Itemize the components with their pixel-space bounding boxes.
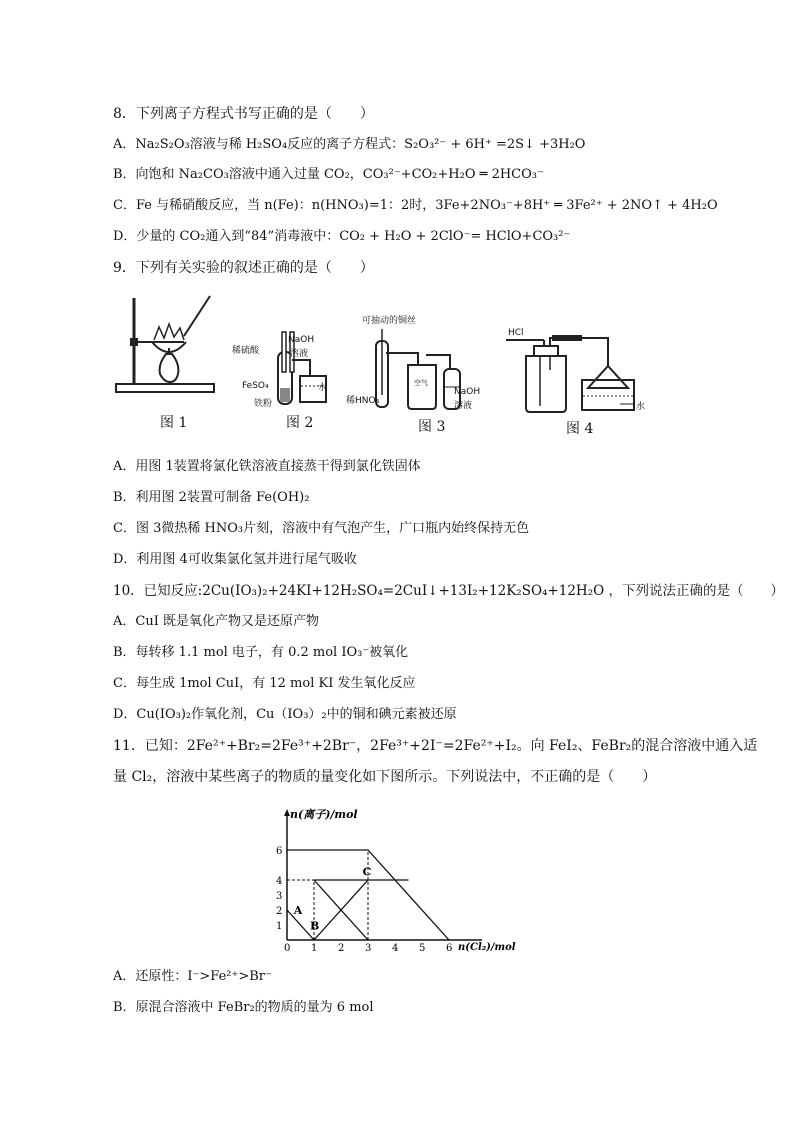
y-tick-label: 2 bbox=[276, 906, 283, 917]
x-tick-label: 6 bbox=[446, 943, 453, 954]
q8-option-a: A．Na₂S₂O₃溶液与稀 H₂SO₄反应的离子方程式：S₂O₃²⁻ + 6H⁺ =2S↓ +3H₂O bbox=[113, 137, 586, 152]
q9-option-d: D．利用图 4可收集氯化氢并进行尾气吸收 bbox=[113, 552, 357, 567]
q9-stem: 9．下列有关实验的叙述正确的是（ ） bbox=[113, 260, 374, 276]
fig3-dilute-nitric-acid-label: 稀HNO₃ bbox=[346, 396, 380, 406]
q10-option-d: D．Cu(IO₃)₂作氧化剂，Cu（IO₃）₂中的铜和碘元素被还原 bbox=[113, 707, 457, 722]
fig2-iron-powder-label: 铁粉 bbox=[254, 399, 273, 409]
x-tick-label: 2 bbox=[338, 943, 345, 954]
q9-option-c: C．图 3微热稀 HNO₃片刻，溶液中有气泡产生，广口瓶内始终保持无色 bbox=[113, 521, 530, 536]
fig2-solution-label: 溶液 bbox=[290, 349, 309, 359]
figure-4-label: 图 4 bbox=[566, 421, 594, 437]
ion-amount-chart bbox=[270, 800, 530, 955]
x-axis-label: n(Cl₂)/mol bbox=[458, 942, 516, 953]
y-tick-label: 4 bbox=[276, 876, 283, 887]
figure-2-label: 图 2 bbox=[286, 415, 314, 431]
q10-option-c: C．每生成 1mol CuI，有 12 mol KI 发生氧化反应 bbox=[113, 676, 416, 691]
q8-option-d: D．少量的 CO₂通入到“84”消毒液中：CO₂ + H₂O + 2ClO⁻= HClO+CO₃²⁻ bbox=[113, 229, 571, 244]
point-label-a: A bbox=[293, 903, 303, 917]
fig3-movable-copper-wire-label: 可抽动的铜丝 bbox=[362, 316, 417, 326]
x-tick-label: 0 bbox=[284, 943, 291, 954]
fig2-naoh-label: NaOH bbox=[288, 335, 315, 345]
fig3-solution-label: 溶液 bbox=[454, 401, 473, 411]
fig2-feso4-label: FeSO₄ bbox=[242, 381, 269, 391]
q11-stem-line-1: 11．已知：2Fe²⁺+Br₂=2Fe³⁺+2Br⁻，2Fe³⁺+2I⁻=2Fe²⁺+I₂。向 FeI₂、FeBr₂的混合溶液中通入适 bbox=[113, 738, 758, 754]
q10-option-a: A．CuI 既是氧化产物又是还原产物 bbox=[113, 614, 319, 629]
x-tick-label: 3 bbox=[365, 943, 372, 954]
q8-stem: 8．下列离子方程式书写正确的是（ ） bbox=[113, 106, 374, 122]
x-tick-label: 4 bbox=[392, 943, 399, 954]
figure-4-hcl-collection-apparatus bbox=[504, 326, 654, 416]
x-tick-label: 5 bbox=[419, 943, 426, 954]
q11-option-b: B．原混合溶液中 FeBr₂的物质的量为 6 mol bbox=[113, 1000, 374, 1015]
fig3-naoh-label: NaOH bbox=[454, 387, 481, 397]
q11-option-a: A．还原性：I⁻>Fe²⁺>Br⁻ bbox=[113, 969, 272, 984]
figure-1-label: 图 1 bbox=[160, 415, 188, 431]
q10-option-b: B．每转移 1.1 mol 电子，有 0.2 mol IO₃⁻被氧化 bbox=[113, 645, 409, 660]
point-label-c: C bbox=[362, 865, 372, 879]
y-tick-label: 3 bbox=[276, 891, 283, 902]
fig4-water-label: 水 bbox=[636, 402, 646, 412]
q9-option-b: B．利用图 2装置可制备 Fe(OH)₂ bbox=[113, 490, 310, 505]
q8-option-c: C．Fe 与稀硝酸反应，当 n(Fe)：n(HNO₃)=1：2时，3Fe+2NO₃⁻+8H⁺ ═ 3Fe²⁺ + 2NO↑ + 4H₂O bbox=[113, 198, 718, 213]
x-tick-label: 1 bbox=[311, 943, 318, 954]
fig4-hcl-label: HCl bbox=[508, 328, 524, 338]
fig2-water-label: 水 bbox=[318, 383, 328, 393]
y-axis-label: n(离子)/mol bbox=[290, 808, 358, 821]
q11-stem-line-2: 量 Cl₂，溶液中某些离子的物质的量变化如下图所示。下列说法中，不正确的是（ ） bbox=[113, 769, 657, 785]
figure-2-ferrous-hydroxide-apparatus bbox=[238, 330, 334, 410]
q10-stem: 10．已知反应:2Cu(IO₃)₂+24KI+12H₂SO₄=2CuI↓+13I₂+12K₂SO₄+12H₂O ，下列说法正确的是（ ） bbox=[113, 583, 784, 599]
y-tick-label: 6 bbox=[276, 846, 283, 857]
q8-option-b: B．向饱和 Na₂CO₃溶液中通入过量 CO₂，CO₃²⁻+CO₂+H₂O ═ 2HCO₃⁻ bbox=[113, 167, 544, 182]
y-tick-label: 1 bbox=[276, 921, 283, 932]
q9-option-a: A．用图 1装置将氯化铁溶液直接蒸干得到氯化铁固体 bbox=[113, 459, 421, 474]
fig2-dilute-sulfuric-acid-label: 稀硫酸 bbox=[232, 346, 260, 356]
figure-1-evaporation-apparatus bbox=[114, 292, 218, 404]
fig3-air-label: 空气 bbox=[414, 379, 428, 387]
point-label-b: B bbox=[309, 919, 320, 933]
figure-3-label: 图 3 bbox=[418, 419, 446, 435]
